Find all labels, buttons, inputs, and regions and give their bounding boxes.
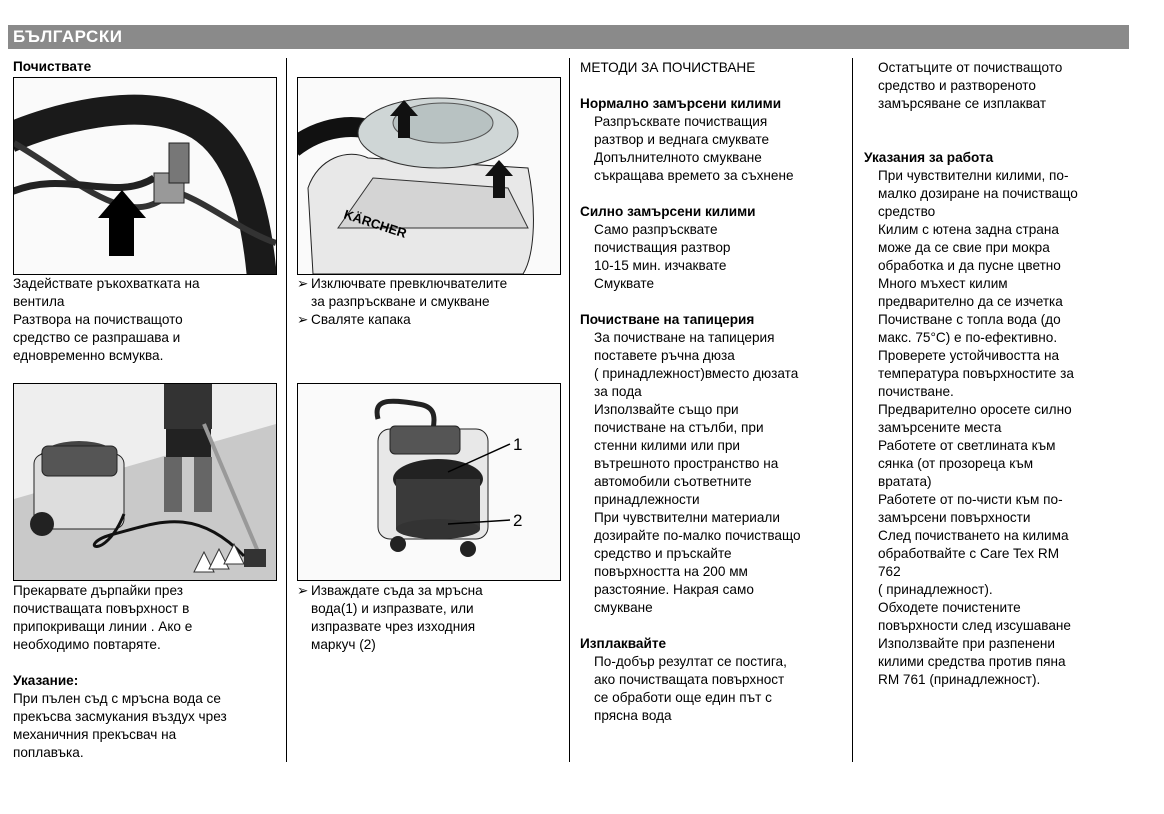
language-header-bar — [8, 25, 1129, 49]
lid-removal-image — [297, 77, 561, 275]
text-line: средство и пръскайте — [594, 546, 732, 561]
text-line: Обходете почистените — [878, 600, 1021, 615]
text-line: Проверете устойчивостта на — [878, 348, 1060, 363]
text-line: RM 761 (принадлежност). — [878, 672, 1041, 687]
text-line: почистващата повърхност в — [13, 601, 190, 616]
bullet-item — [297, 275, 562, 311]
text-line: Задействате ръкохватката на — [13, 276, 200, 291]
text-line: прясна вода — [594, 708, 672, 723]
text-line: замърсяване се изплакват — [878, 96, 1047, 111]
floor-cleaning-image — [13, 383, 277, 581]
language-title: БЪЛГАРСКИ — [13, 27, 123, 46]
section-heading: Указания за работа — [864, 150, 994, 165]
text-line: вратата) — [878, 474, 932, 489]
col2-bullets-2 — [297, 582, 562, 654]
text-line: почистващия разтвор — [594, 240, 731, 255]
text-line: Много мъхест килим — [878, 276, 1008, 291]
section-heading: Изплаквайте — [580, 636, 667, 651]
callout-1: 1 — [513, 435, 523, 454]
section-heading: Почиствате — [13, 59, 92, 74]
text-line: поплавъка. — [13, 745, 84, 760]
col1-text-2 — [13, 582, 192, 654]
text-line: За почистване на тапицерия — [594, 330, 775, 345]
section-heading: Силно замърсени килими — [580, 204, 756, 219]
text-line: изпразвате чрез изходния — [311, 619, 476, 634]
text-line: малко дозиране на почистващо — [878, 186, 1078, 201]
text-line: килими средства против пяна — [878, 654, 1066, 669]
section-heading: Нормално замърсени килими — [580, 96, 782, 111]
text-line: замърсени повърхности — [878, 510, 1031, 525]
brand-logo: KÄRCHER — [342, 206, 409, 241]
text-line: макс. 75°C) е по-ефективно. — [878, 330, 1058, 345]
text-line: поставете ръчна дюза — [594, 348, 735, 363]
text-line: припокриващи линии . Ако е — [13, 619, 193, 634]
text-line: Работете от светлината към — [878, 438, 1056, 453]
text-line: вътрешното пространство на — [594, 456, 779, 471]
text-line: замърсените места — [878, 420, 1002, 435]
text-line: дозирайте по-малко почистващо — [594, 528, 801, 543]
text-line: Разпръсквате почистващия — [594, 114, 768, 129]
text-line: средство и разтвореното — [878, 78, 1036, 93]
text-line: Използвайте при разпенени — [878, 636, 1056, 651]
valve-handle-image — [13, 77, 277, 275]
text-line: Работете от по-чисти към по- — [878, 492, 1063, 507]
text-line: Остатъците от почистващото — [878, 60, 1063, 75]
text-line: Почистване с топла вода (до — [878, 312, 1061, 327]
column-divider — [852, 58, 853, 762]
note-heading: Указание: — [13, 673, 79, 688]
text-line: за разпръскване и смукване — [311, 294, 490, 309]
text-line: разстояние. Накрая само — [594, 582, 754, 597]
text-line: едновременно всмуква. — [13, 348, 164, 363]
text-line: По-добър резултат се постига, — [594, 654, 787, 669]
text-line: Изключвате превключвателите — [311, 276, 508, 291]
column-4 — [864, 59, 1134, 689]
dirty-water-tank-image — [297, 383, 561, 581]
column-divider — [286, 58, 287, 762]
column-3 — [580, 59, 845, 725]
col2-bullets-1 — [297, 275, 562, 329]
text-line: Само разпръсквате — [594, 222, 718, 237]
text-line: Изваждате съда за мръсна — [311, 583, 483, 598]
text-line: стенни килими или при — [594, 438, 741, 453]
text-line: предварително да се изчетка — [878, 294, 1063, 309]
text-line: ( принадлежност). — [878, 582, 993, 597]
bullet-arrow-icon: ➢ — [297, 312, 309, 327]
text-line: прекъсва засмукания въздух чрез — [13, 709, 227, 724]
text-line: средство — [878, 204, 936, 219]
callout-2: 2 — [513, 511, 523, 530]
text-line: ( принадлежност)вместо дюзата — [594, 366, 799, 381]
text-line: смукване — [594, 600, 653, 615]
col1-text-1 — [13, 275, 200, 365]
text-line: температура повърхностите за — [878, 366, 1074, 381]
column-divider — [569, 58, 570, 762]
text-line: сянка (от прозореца към — [878, 456, 1034, 471]
text-line: механичния прекъсвач на — [13, 727, 177, 742]
column-1 — [13, 58, 91, 76]
text-line: При пълен съд с мръсна вода се — [13, 691, 221, 706]
methods-title: МЕТОДИ ЗА ПОЧИСТВАНЕ — [580, 60, 756, 75]
note-block — [13, 672, 227, 762]
bullet-arrow-icon: ➢ — [297, 583, 309, 598]
text-line: съкращава времето за съхнене — [594, 168, 794, 183]
text-line: може да се свие при мокра — [878, 240, 1050, 255]
text-line: Използвайте също при — [594, 402, 739, 417]
text-line: ако почистващата повърхност — [594, 672, 785, 687]
text-line: се обработи още един път с — [594, 690, 772, 705]
text-line: Предварително оросете силно — [878, 402, 1072, 417]
text-line: повърхности след изсушаване — [878, 618, 1071, 633]
text-line: 10-15 мин. изчаквате — [594, 258, 727, 273]
text-line: Сваляте капака — [311, 312, 411, 327]
text-line: Разтвора на почистващото — [13, 312, 183, 327]
text-line: обработка и да пусне цветно — [878, 258, 1061, 273]
section-heading: Почистване на тапицерия — [580, 312, 755, 327]
text-line: Смуквате — [594, 276, 655, 291]
text-line: След почистването на килима — [878, 528, 1069, 543]
text-line: При чувствителни килими, по- — [878, 168, 1069, 183]
text-line: При чувствителни материали — [594, 510, 780, 525]
text-line: разтвор и веднага смуквате — [594, 132, 770, 147]
bullet-arrow-icon: ➢ — [297, 276, 309, 291]
text-line: маркуч (2) — [311, 637, 376, 652]
text-line: почистване. — [878, 384, 954, 399]
text-line: необходимо повтаряте. — [13, 637, 161, 652]
text-line: за пода — [594, 384, 642, 399]
text-line: принадлежности — [594, 492, 700, 507]
text-line: Прекарвате дърпайки през — [13, 583, 183, 598]
text-line: Допълнителното смукване — [594, 150, 762, 165]
bullet-item — [297, 311, 562, 329]
text-line: повърхността на 200 мм — [594, 564, 748, 579]
text-line: вода(1) и изпразвате, или — [311, 601, 474, 616]
bullet-item — [297, 582, 562, 654]
text-line: обработвайте с Care Tex RM — [878, 546, 1060, 561]
text-line: почистване на стълби, при — [594, 420, 764, 435]
text-line: автомобили съответните — [594, 474, 752, 489]
text-line: вентила — [13, 294, 65, 309]
text-line: Килим с ютена задна страна — [878, 222, 1059, 237]
text-line: средство се разпрашава и — [13, 330, 181, 345]
text-line: 762 — [878, 564, 901, 579]
